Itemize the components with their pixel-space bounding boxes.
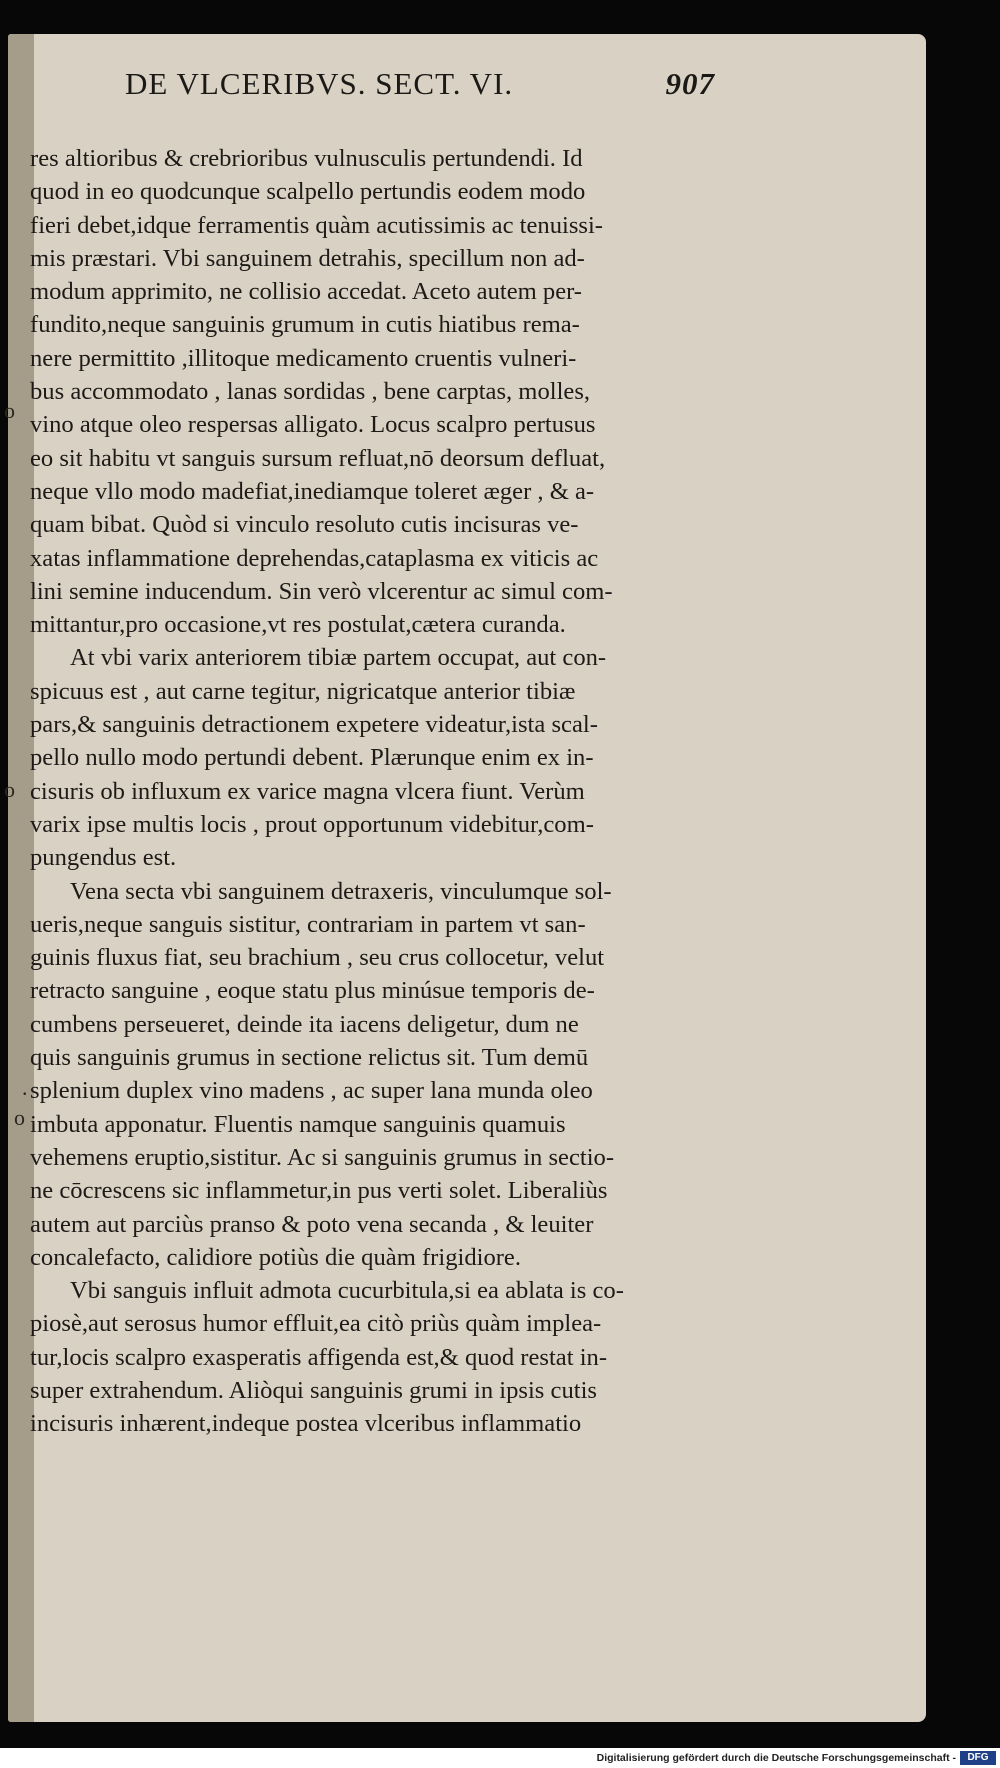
text-line: lini semine inducendum. Sin verò vlcerentur ac simul com- <box>30 577 613 605</box>
text-line: varix ipse multis locis , prout opportunum videbitur,com- <box>30 810 594 838</box>
text-line: tur,locis scalpro exasperatis affigenda est,& quod restat in- <box>30 1343 608 1371</box>
text-line: cumbens perseueret, deinde ita iacens deligetur, dum ne <box>30 1010 579 1038</box>
text-line: spicuus est , aut carne tegitur, nigricatque anterior tibiæ <box>30 677 576 705</box>
text-line: vino atque oleo respersas alligato. Locus scalpro pertusus <box>30 411 596 439</box>
text-line: xatas inflammatione deprehendas,cataplasma ex viticis ac <box>30 544 599 572</box>
text-line: quod in eo quodcunque scalpello pertundis eodem modo <box>30 178 586 206</box>
margin-mark: o <box>4 398 15 423</box>
text-line: mittantur,pro occasione,vt res postulat,cætera curanda. <box>30 611 566 639</box>
text-line: vehemens eruptio,sistitur. Ac si sanguinis grumus in sectio- <box>30 1143 615 1171</box>
text-line: retracto sanguine , eoque statu plus minúsue temporis de- <box>30 977 595 1005</box>
text-line: ueris,neque sanguis sistitur, contrariam in partem vt san- <box>30 910 586 938</box>
text-line: fundito,neque sanguinis grumum in cutis hiatibus rema- <box>30 311 580 339</box>
text-line: pello nullo modo pertundi debent. Plærunque enim ex in- <box>30 744 594 772</box>
margin-mark: o <box>14 1105 25 1130</box>
text-line: quam bibat. Quòd si vinculo resoluto cutis incisuras ve- <box>30 511 579 539</box>
dfg-logo: DFG <box>960 1751 996 1765</box>
text-line: bus accommodato , lanas sordidas , bene carptas, molles, <box>30 378 591 406</box>
text-line: guinis fluxus fiat, seu brachium , seu crus collocetur, velut <box>30 944 605 972</box>
body-text <box>30 142 730 1441</box>
text-line: nere permittito ,illitoque medicamento cruentis vulneri- <box>30 344 577 372</box>
text-line: splenium duplex vino madens , ac super lana munda oleo <box>30 1077 593 1105</box>
page-number: 907 <box>665 66 715 101</box>
text-line: super extrahendum. Aliòqui sanguinis grumi in ipsis cutis <box>30 1376 597 1404</box>
text-line: res altioribus & crebrioribus vulnusculis pertundendi. Id <box>30 145 583 172</box>
text-line: mis præstari. Vbi sanguinem detrahis, specillum non ad- <box>30 244 585 272</box>
text-line: Vena secta vbi sanguinem detraxeris, vinculumque sol- <box>70 877 612 905</box>
text-line: At vbi varix anteriorem tibiæ partem occupat, aut con- <box>70 644 607 672</box>
text-line: concalefacto, calidiore potiùs die quàm frigidiore. <box>30 1243 521 1271</box>
text-line: incisuris inhærent,indeque postea vlceribus inflammatio <box>30 1410 582 1438</box>
text-line: autem aut parciùs pranso & poto vena secanda , & leuiter <box>30 1210 594 1238</box>
margin-mark: o <box>4 777 15 802</box>
margin-mark: . <box>22 1075 28 1100</box>
text-line: quis sanguinis grumus in sectione relictus sit. Tum demū <box>30 1044 589 1072</box>
text-line: ne cōcrescens sic inflammetur,in pus verti solet. Liberaliùs <box>30 1177 608 1205</box>
text-line: pars,& sanguinis detractionem expetere videatur,ista scal- <box>30 711 598 739</box>
text-line: cisuris ob influxum ex varice magna vlcera fiunt. Verùm <box>30 777 585 805</box>
text-line: modum apprimito, ne collisio accedat. Aceto autem per- <box>30 278 583 306</box>
text-line: neque vllo modo madefiat,inediamque toleret æger , & a- <box>30 477 595 505</box>
text-line: Vbi sanguis influit admota cucurbitula,si ea ablata is co- <box>70 1277 624 1305</box>
text-line: imbuta apponatur. Fluentis namque sanguinis quamuis <box>30 1110 566 1138</box>
text-line: eo sit habitu vt sanguis sursum refluat,nō deorsum defluat, <box>30 444 606 472</box>
funding-credit: Digitalisierung gefördert durch die Deutsche Forschungsgemeinschaft - <box>596 1752 956 1764</box>
text-line: fieri debet,idque ferramentis quàm acutissimis ac tenuissi- <box>30 211 603 239</box>
text-line: piosè,aut serosus humor effluit,ea citò priùs quàm implea- <box>30 1310 602 1338</box>
text-line: pungendus est. <box>30 844 177 872</box>
running-title: DE VLCERIBVS. SECT. VI. <box>125 66 514 101</box>
